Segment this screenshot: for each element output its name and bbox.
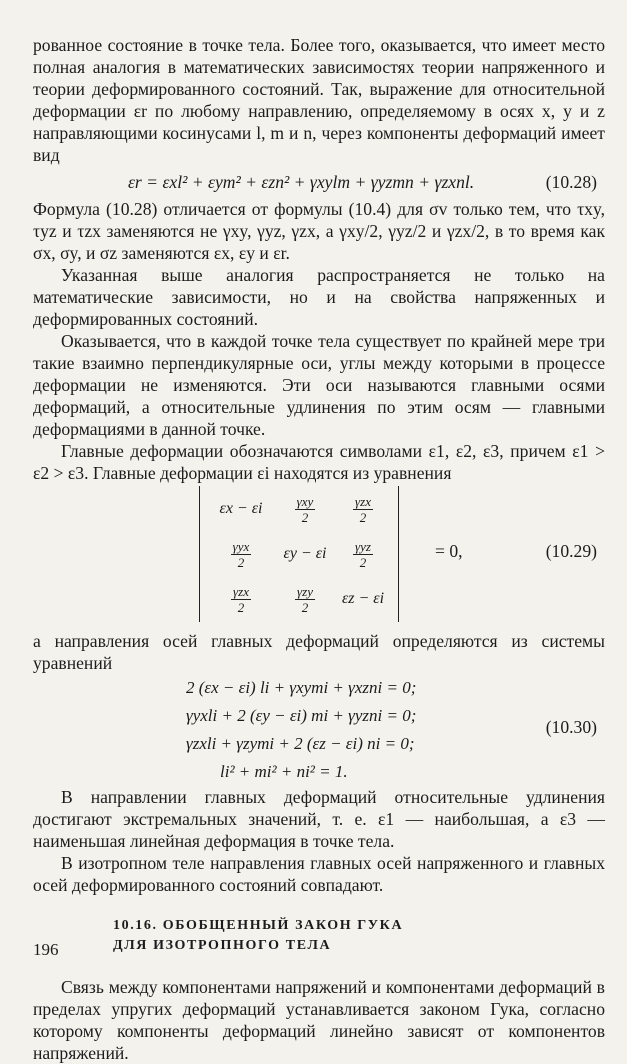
determinant-row-3 (206, 576, 392, 621)
equation-10-28-formula: εr = εxl² + εym² + εzn² + γxylm + γyzmn + γzxnl. (128, 172, 475, 192)
frac-den: 2 (237, 554, 245, 570)
system-line-2: γyxli + 2 (εy − εi) mi + γyzni = 0; (186, 706, 417, 725)
frac-den: 2 (359, 554, 367, 570)
det-fraction (295, 584, 315, 615)
equation-10-28 (33, 166, 605, 198)
equation-10-29-number: (10.29) (545, 541, 597, 561)
equation-system (186, 674, 416, 786)
determinant-row-1 (206, 486, 392, 531)
equation-10-28-number: (10.28) (545, 172, 597, 192)
det-cell: εz − εi (341, 589, 385, 607)
frac-num: γyz (355, 538, 371, 554)
det-fraction (295, 494, 316, 525)
system-line-4: li² + mi² + ni² = 1. (220, 762, 348, 781)
frac-den: 2 (301, 599, 309, 615)
frac-num: γzx (355, 493, 371, 509)
paragraph-4: Оказывается, что в каждой точке тела существует по крайней мере три такие взаимно перпендикулярные оси, углы между которыми в процессе деформации не изменяются. Эти оси называются главными осями деформаций, а относительные удлинения по этим осям — главными деформациями в данной точке. (33, 331, 605, 439)
system-line-1: 2 (εx − εi) li + γxymi + γxzni = 0; (186, 678, 417, 697)
section-heading-line-1: 10.16. ОБОБЩЕННЫЙ ЗАКОН ГУКА (113, 918, 404, 933)
section-heading-line-2: ДЛЯ ИЗОТРОПНОГО ТЕЛА (113, 938, 332, 953)
frac-den: 2 (237, 599, 245, 615)
paragraph-6: а направления осей главных деформаций определяются из системы уравнений (33, 631, 605, 673)
determinant (199, 486, 399, 622)
det-fraction (231, 584, 251, 615)
paragraph-8: В изотропном теле направления главных осей напряженного и главных осей деформированного состояний совпадают. (33, 853, 605, 895)
det-cell: εx − εi (219, 499, 263, 517)
frac-num: γyx (232, 538, 250, 554)
frac-num: γxy (296, 493, 314, 509)
det-fraction (231, 539, 252, 570)
equation-10-30-number: (10.30) (545, 717, 597, 737)
determinant-row-2 (206, 531, 392, 576)
frac-num: γzy (297, 583, 313, 599)
page-number: 196 (33, 940, 59, 959)
frac-num: γzx (233, 583, 249, 599)
system-line-3: γzxli + γzymi + 2 (εz − εi) ni = 0; (186, 734, 415, 753)
paragraph-9: Связь между компонентами напряжений и компонентами деформаций в пределах упругих деформаций устанавливается законом Гука, согласно которому компоненты деформаций линейно зависят от компонентов напряжений. (33, 977, 605, 1063)
section-heading (113, 916, 605, 956)
determinant-rhs: = 0, (435, 541, 463, 561)
det-fraction (353, 494, 373, 525)
page-content (33, 34, 605, 1064)
det-cell: εy − εi (283, 544, 327, 562)
paragraph-5: Главные деформации обозначаются символами ε1, ε2, ε3, причем ε1 > ε2 > ε3. Главные деформации εi находятся из уравнения (33, 441, 605, 483)
paragraph-2: Формула (10.28) отличается от формулы (10.4) для σv только тем, что τxy, τyz и τzx заменяются не γxy, γyz, γzx, а γxy/2, γyz/2 и γzx/2, в то время как σx, σy, и σz заменяются εx, εy и εr. (33, 199, 605, 263)
det-fraction (353, 539, 373, 570)
paragraph-1: рованное состояние в точке тела. Более того, оказывается, что имеет место полная аналогия в математических зависимостях теории напряженного и теории деформированного состояний. Так, выражение для относительной деформации εr по любому направлению, определяемому в осях x, y и z направляющими косинусами l, m и n, через компоненты деформаций имеет вид (33, 35, 605, 165)
frac-den: 2 (301, 509, 309, 525)
equation-10-30 (33, 674, 605, 786)
frac-den: 2 (359, 509, 367, 525)
equation-10-29 (33, 486, 605, 626)
paragraph-7: В направлении главных деформаций относительные удлинения достигают экстремальных значений, т. е. ε1 — наибольшая, а ε3 — наименьшая линейная деформация в точке тела. (33, 787, 605, 851)
paragraph-3: Указанная выше аналогия распространяется не только на математические зависимости, но и на свойства напряженных и деформированных состояний. (33, 265, 605, 329)
